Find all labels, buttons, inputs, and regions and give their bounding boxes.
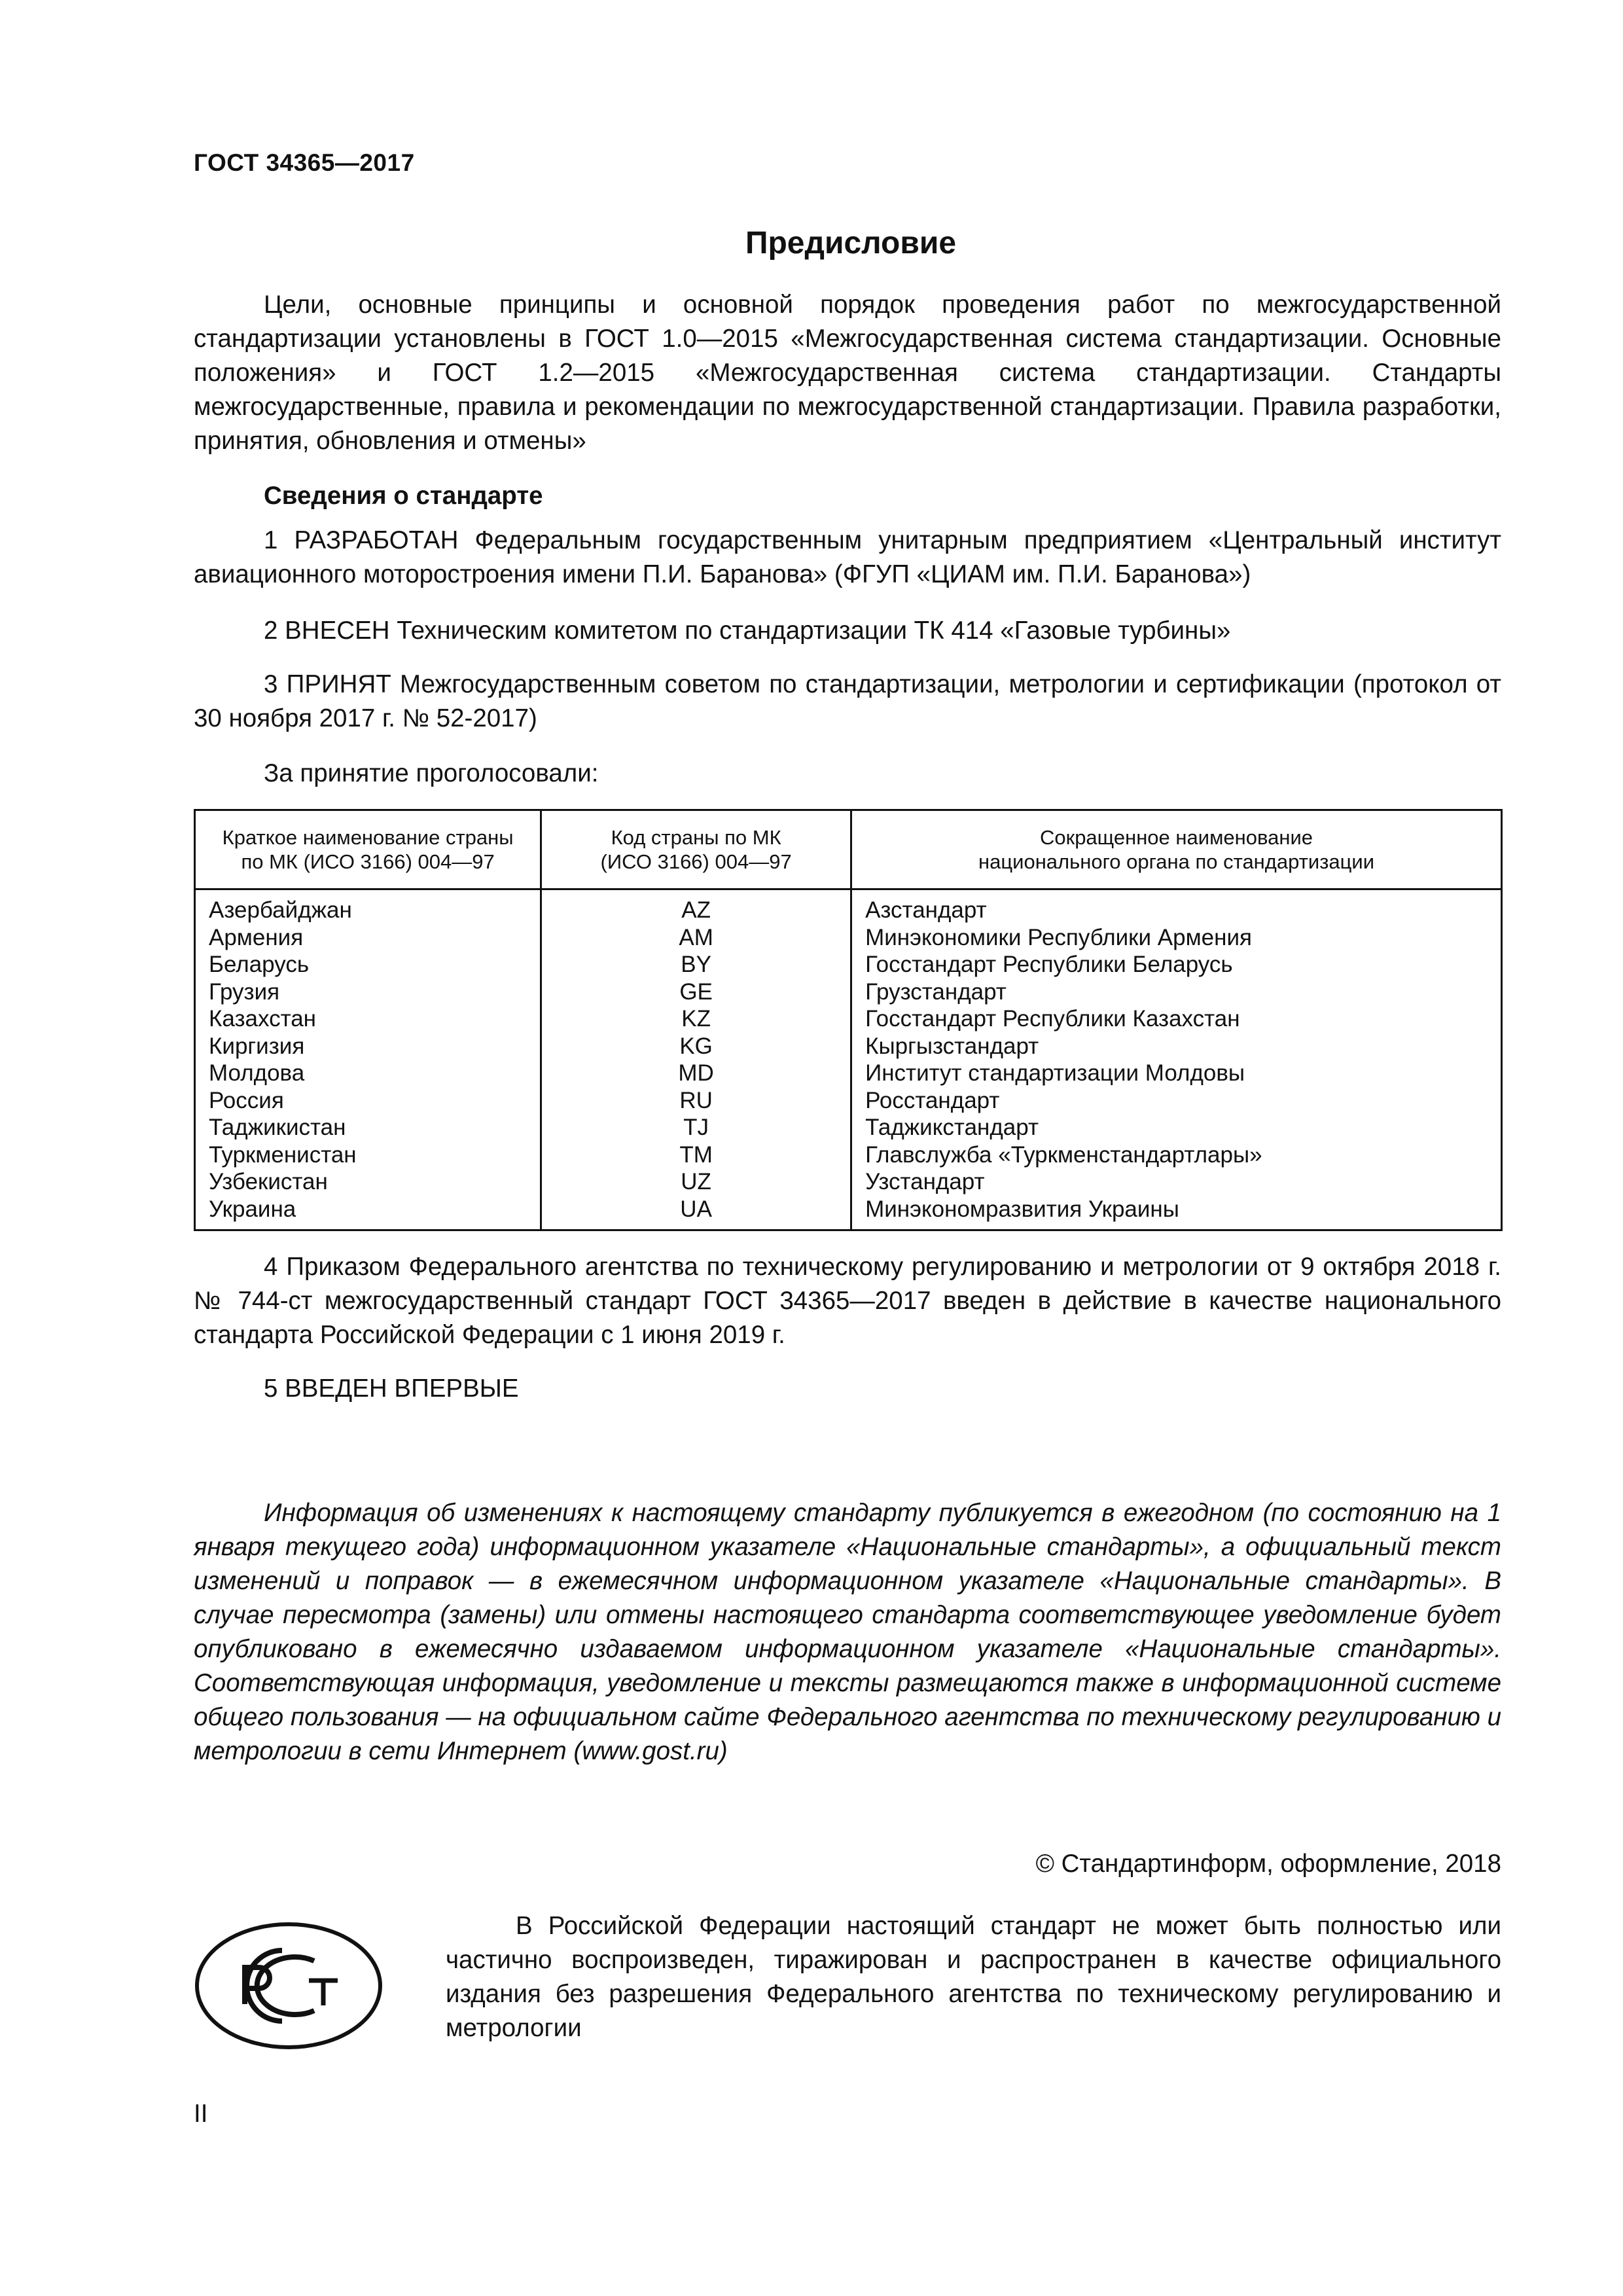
code-cell: KZ xyxy=(541,1005,851,1033)
page-title: Предисловие xyxy=(745,226,957,260)
body-cell: Госстандарт Республики Казахстан xyxy=(851,1005,1502,1033)
country-cell: Беларусь xyxy=(195,951,541,978)
country-cell: Азербайджан xyxy=(195,889,541,924)
body-cell: Таджикстандарт xyxy=(851,1114,1502,1141)
body-cell: Минэкономики Республики Армения xyxy=(851,924,1502,952)
header-country-line2: по МК (ИСО 3166) 004—97 xyxy=(241,850,495,873)
code-cell: UA xyxy=(541,1196,851,1230)
code-cell: AZ xyxy=(541,889,851,924)
table-row xyxy=(195,1168,1502,1196)
rst-certification-mark-icon xyxy=(194,1920,383,2051)
header-code-line2: (ИСО 3166) 004—97 xyxy=(600,850,792,873)
code-cell: TJ xyxy=(541,1114,851,1141)
code-cell: RU xyxy=(541,1087,851,1115)
table-row xyxy=(195,889,1502,924)
code-cell: GE xyxy=(541,978,851,1006)
country-cell: Грузия xyxy=(195,978,541,1006)
code-cell: MD xyxy=(541,1060,851,1087)
table-row xyxy=(195,1033,1502,1060)
item-adopted: 3 ПРИНЯТ Межгосударственным советом по стандартизации, метрологии и сертификации (протокол от 30 ноября 2017 г. № 52-2017) xyxy=(194,670,1501,732)
intro-paragraph: Цели, основные принципы и основной порядок проведения работ по межгосударственной стандартизации установлены в ГОСТ 1.0—2015 «Межгосударственная система стандартизации. Основные положения» и ГОСТ 1.2—2015 «Межгосударственная система стандартизации. Стандарты межгосударственные, правила и рекомендации по межгосударственной стандартизации. Правила разработки, принятия, обновления и отмены» xyxy=(194,291,1501,455)
body-cell: Узстандарт xyxy=(851,1168,1502,1196)
table-row xyxy=(195,978,1502,1006)
country-cell: Узбекистан xyxy=(195,1168,541,1196)
table-row xyxy=(195,1196,1502,1230)
table-row xyxy=(195,1005,1502,1033)
header-body xyxy=(851,810,1502,889)
header-country-line1: Краткое наименование страны xyxy=(222,826,514,849)
header-country xyxy=(195,810,541,889)
code-cell: TM xyxy=(541,1141,851,1169)
body-cell: Институт стандартизации Молдовы xyxy=(851,1060,1502,1087)
member-states-table xyxy=(194,809,1503,1231)
body-cell: Госстандарт Республики Беларусь xyxy=(851,951,1502,978)
copyright-line: © Стандартинформ, оформление, 2018 xyxy=(1035,1850,1501,1878)
voted-label: За принятие проголосовали: xyxy=(264,759,599,787)
header-body-line2: национального органа по стандартизации xyxy=(978,850,1375,873)
code-cell: UZ xyxy=(541,1168,851,1196)
header-code xyxy=(541,810,851,889)
body-cell: Грузстандарт xyxy=(851,978,1502,1006)
page-number: II xyxy=(194,2100,208,2128)
item-developed: 1 РАЗРАБОТАН Федеральным государственным унитарным предприятием «Центральный институт авиационного моторостроения имени П.И. Баранова» (ФГУП «ЦИАМ им. П.И. Баранова») xyxy=(194,526,1501,588)
country-cell: Киргизия xyxy=(195,1033,541,1060)
table-header-row xyxy=(195,810,1502,889)
body-cell: Кыргызстандарт xyxy=(851,1033,1502,1060)
reproduction-notice: В Российской Федерации настоящий стандарт не может быть полностью или частично воспроизведен, тиражирован и распространен в качестве официального издания без разрешения Федерального агентства по техническому регулированию и метрологии xyxy=(446,1912,1501,2042)
body-cell: Главслужба «Туркменстандартлары» xyxy=(851,1141,1502,1169)
section-heading: Сведения о стандарте xyxy=(264,482,543,510)
code-cell: AM xyxy=(541,924,851,952)
country-cell: Армения xyxy=(195,924,541,952)
country-cell: Молдова xyxy=(195,1060,541,1087)
code-cell: KG xyxy=(541,1033,851,1060)
table-row xyxy=(195,1114,1502,1141)
country-cell: Туркменистан xyxy=(195,1141,541,1169)
code-cell: BY xyxy=(541,951,851,978)
table-row xyxy=(195,951,1502,978)
country-cell: Россия xyxy=(195,1087,541,1115)
country-cell: Казахстан xyxy=(195,1005,541,1033)
header-body-line1: Сокращенное наименование xyxy=(1040,826,1313,849)
body-cell: Минэкономразвития Украины xyxy=(851,1196,1502,1230)
table-row xyxy=(195,1087,1502,1115)
table-row xyxy=(195,1141,1502,1169)
item-introduced: 2 ВНЕСЕН Техническим комитетом по стандартизации ТК 414 «Газовые турбины» xyxy=(264,617,1231,645)
body-cell: Азстандарт xyxy=(851,889,1502,924)
table-row xyxy=(195,1060,1502,1087)
item-order: 4 Приказом Федерального агентства по техническому регулированию и метрологии от 9 октября 2018 г. № 744-ст межгосударственный стандарт ГОСТ 34365—2017 введен в действие в качестве национального стандарта Российской Федерации с 1 июня 2019 г. xyxy=(194,1253,1501,1349)
item-first-time: 5 ВВЕДЕН ВПЕРВЫЕ xyxy=(264,1374,519,1403)
table-row xyxy=(195,924,1502,952)
country-cell: Таджикистан xyxy=(195,1114,541,1141)
body-cell: Росстандарт xyxy=(851,1087,1502,1115)
header-code-line1: Код страны по МК xyxy=(611,826,781,849)
info-paragraph: Информация об изменениях к настоящему стандарту публикуется в ежегодном (по состоянию на 1 января текущего года) информационном указателе «Национальные стандарты», а официальный текст изменений и поправок — в ежемесячном информационном указателе «Национальные стандарты». В случае пересмотра (замены) или отмены настоящего стандарта соответствующее уведомление будет опубликовано в ежемесячно издаваемом информационном указателе «Национальные стандарты». Соответствующая информация, уведомление и тексты размещаются также в информационной системе общего пользования — на официальном сайте Федерального агентства по техническому регулированию и метрологии в сети Интернет (www.gost.ru) xyxy=(194,1499,1501,1765)
document-code: ГОСТ 34365—2017 xyxy=(194,149,415,176)
country-cell: Украина xyxy=(195,1196,541,1230)
